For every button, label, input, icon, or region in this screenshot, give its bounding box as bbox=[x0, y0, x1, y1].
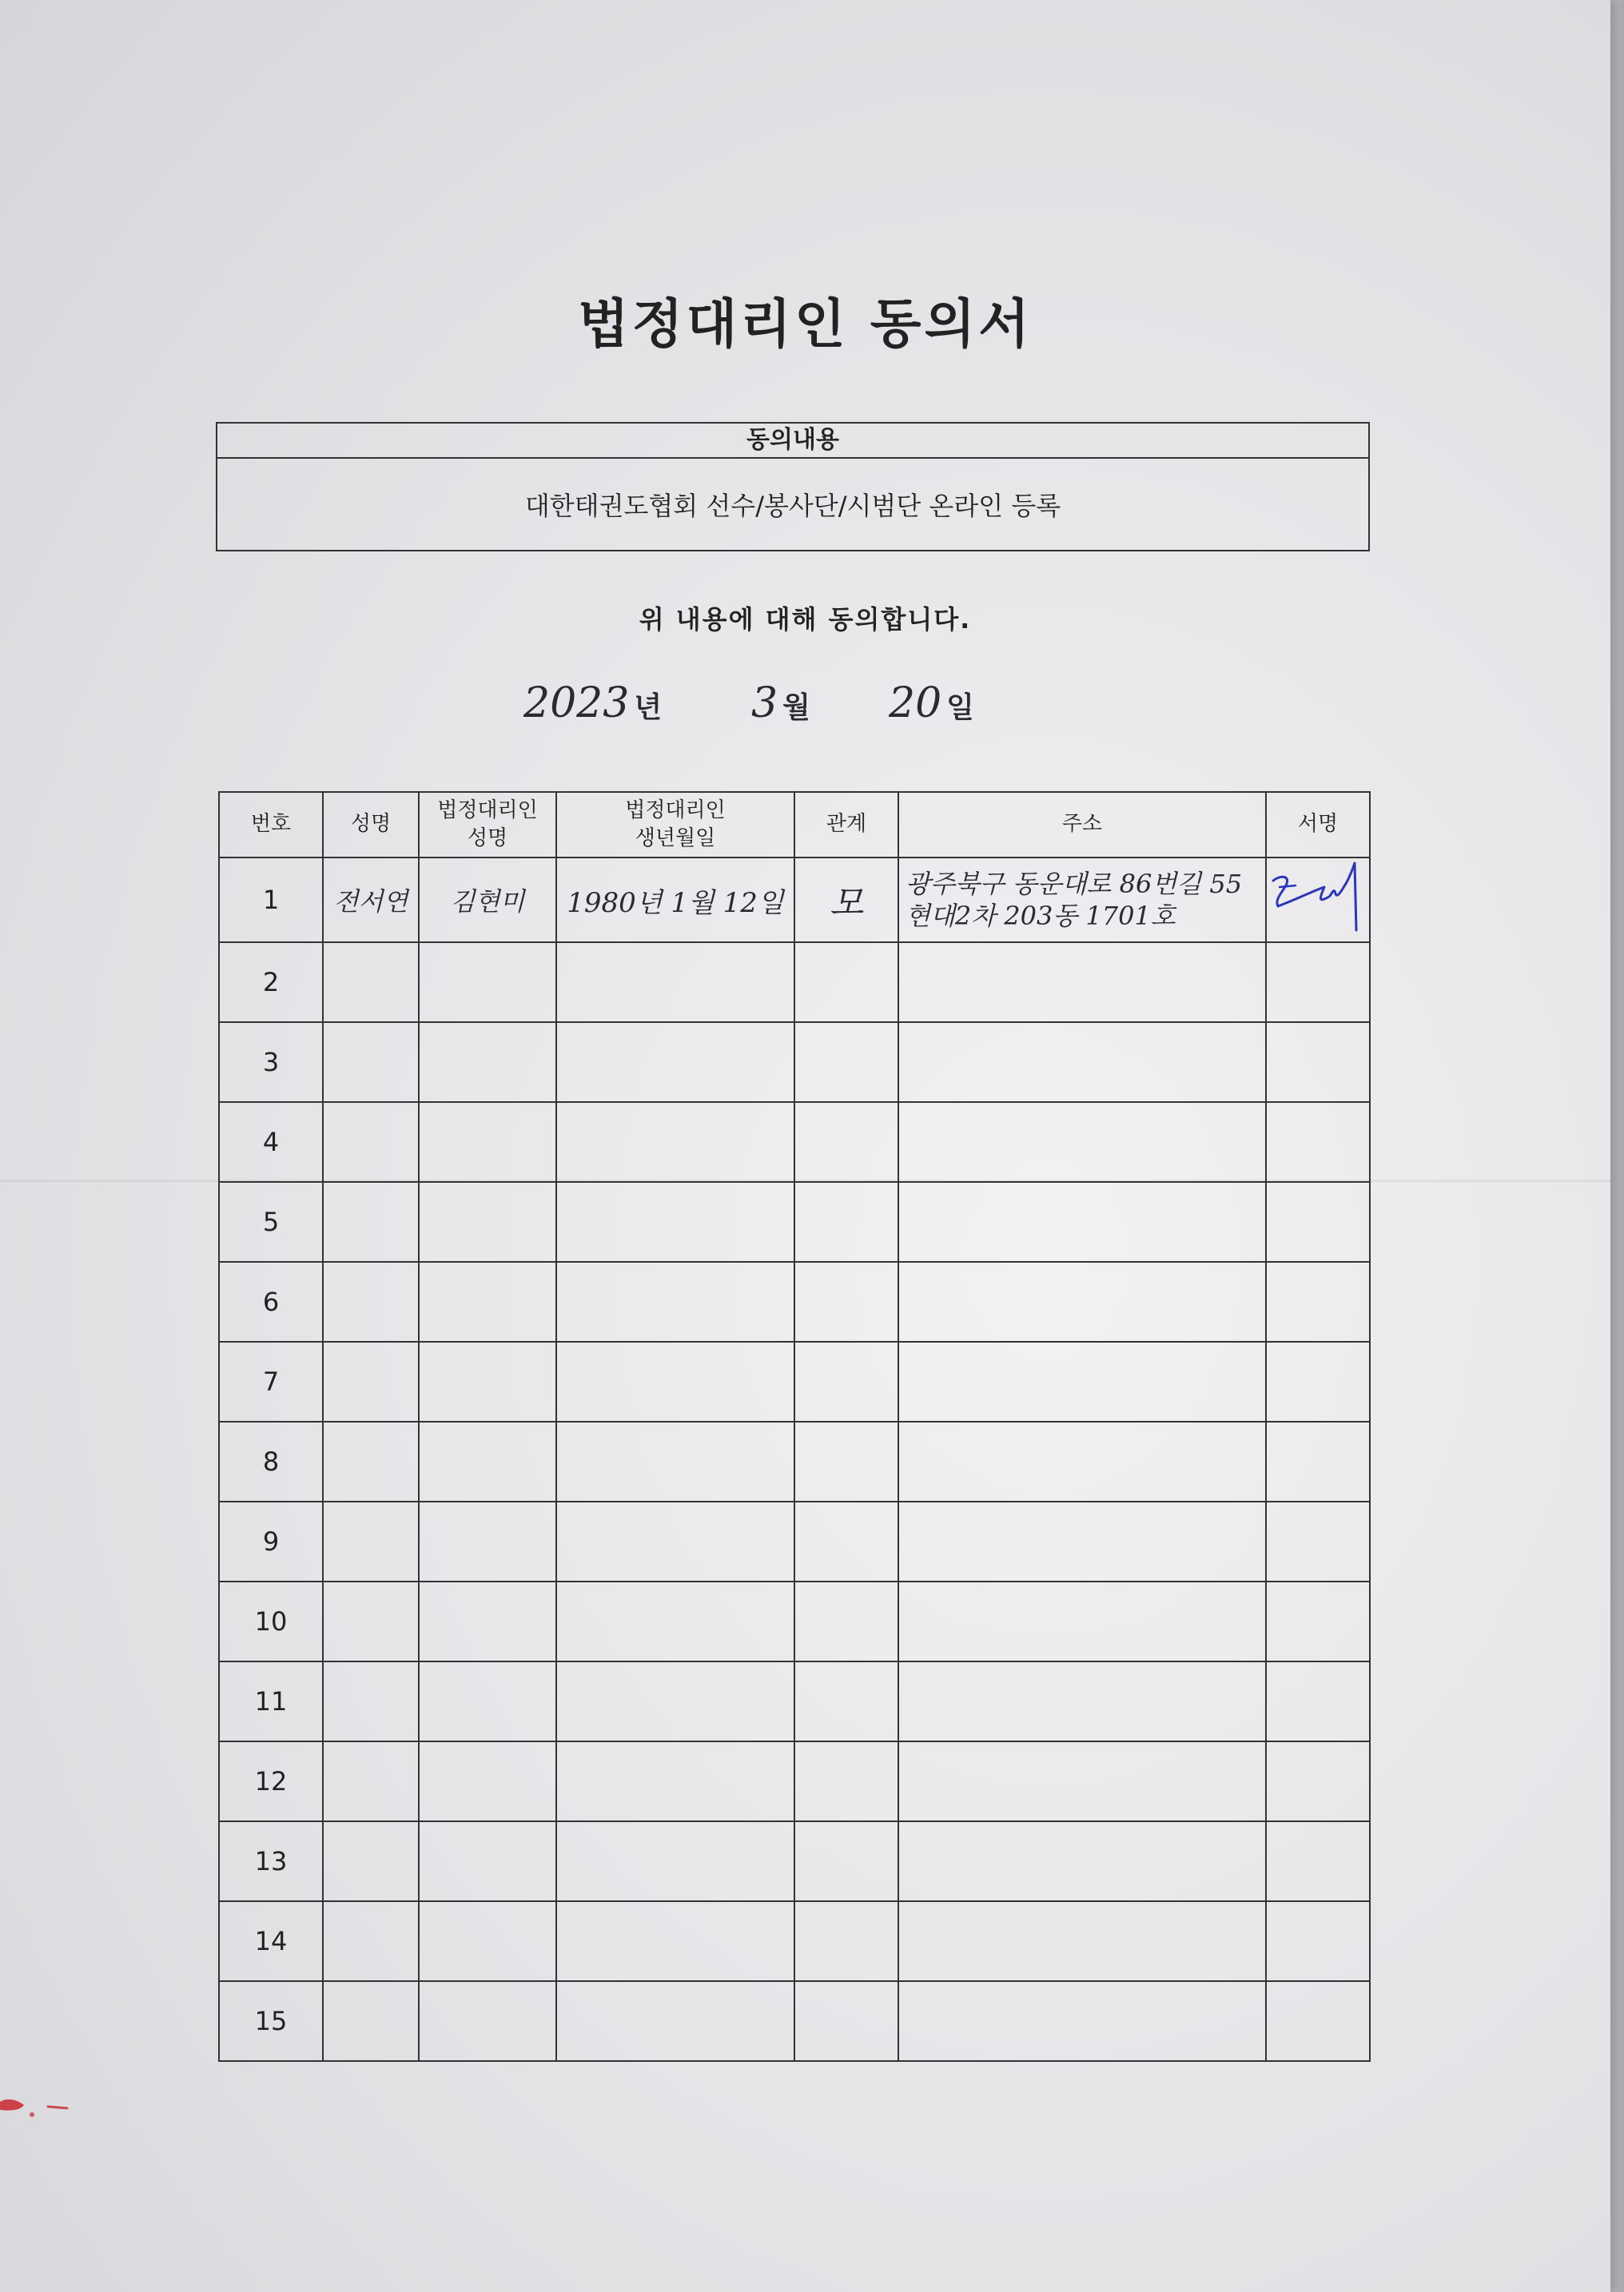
consent-content-box bbox=[216, 422, 1370, 551]
cell-number: 5 bbox=[219, 1182, 323, 1262]
table-row bbox=[219, 1422, 1370, 1502]
header-guardian-name-line2: 성명 bbox=[467, 826, 508, 850]
cell-number: 12 bbox=[219, 1741, 323, 1821]
cell-number: 15 bbox=[219, 1981, 323, 2061]
date-year-unit: 년 bbox=[634, 691, 663, 724]
agreement-statement: 위 내용에 대해 동의합니다. bbox=[639, 604, 972, 635]
cell-guardian-name: 김현미 bbox=[419, 858, 556, 942]
table-row bbox=[219, 1342, 1370, 1422]
table-row bbox=[219, 1821, 1370, 1901]
consent-content-body: 대한태권도협회 선수/봉사단/시범단 온라인 등록 bbox=[524, 491, 1061, 521]
date-month bbox=[751, 679, 810, 727]
cell-number: 9 bbox=[219, 1502, 323, 1582]
header-number: 번호 bbox=[219, 792, 323, 858]
table-row bbox=[219, 1102, 1370, 1182]
header-guardian-name bbox=[419, 792, 556, 858]
date-day-unit: 일 bbox=[946, 691, 974, 724]
header-guardian-birth bbox=[556, 792, 794, 858]
cell-number: 1 bbox=[219, 858, 323, 942]
cell-number: 14 bbox=[219, 1901, 323, 1981]
date-day-value: 20 bbox=[889, 679, 942, 727]
cell-number: 7 bbox=[219, 1342, 323, 1422]
cell-number: 8 bbox=[219, 1422, 323, 1502]
header-relation: 관계 bbox=[794, 792, 898, 858]
cell-guardian-birth: 1980년 1월 12일 bbox=[556, 858, 794, 942]
table-row bbox=[219, 1981, 1370, 2061]
table-row bbox=[219, 1661, 1370, 1741]
table-row bbox=[219, 1582, 1370, 1661]
cell-name: 전서연 bbox=[323, 858, 419, 942]
table-row bbox=[219, 1502, 1370, 1582]
table-row bbox=[219, 1901, 1370, 1981]
table-row bbox=[219, 1741, 1370, 1821]
date-year bbox=[523, 679, 662, 727]
cell-relation: 모 bbox=[794, 858, 898, 942]
cell-number: 10 bbox=[219, 1582, 323, 1661]
handwritten-signature-icon bbox=[1267, 858, 1369, 935]
cell-address bbox=[898, 858, 1266, 942]
header-signature: 서명 bbox=[1266, 792, 1370, 858]
header-name: 성명 bbox=[323, 792, 419, 858]
header-guardian-birth-line2: 생년월일 bbox=[635, 826, 716, 850]
guardian-roster-table bbox=[218, 791, 1371, 2062]
cell-signature bbox=[1266, 858, 1370, 942]
cell-number: 13 bbox=[219, 1821, 323, 1901]
cell-number: 6 bbox=[219, 1262, 323, 1342]
header-address: 주소 bbox=[898, 792, 1266, 858]
cell-number: 2 bbox=[219, 942, 323, 1022]
table-row bbox=[219, 1262, 1370, 1342]
date-year-value: 2023 bbox=[523, 679, 630, 727]
cell-number: 3 bbox=[219, 1022, 323, 1102]
document-title: 법정대리인 동의서 bbox=[577, 293, 1033, 355]
cell-number: 11 bbox=[219, 1661, 323, 1741]
header-guardian-birth-line1: 법정대리인 bbox=[625, 798, 726, 822]
table-header-row bbox=[219, 792, 1370, 858]
date-month-value: 3 bbox=[751, 679, 778, 727]
cell-address-line2: 현대2차 203동 1701호 bbox=[906, 901, 1176, 931]
consent-content-header: 동의내용 bbox=[217, 424, 1368, 459]
table-row bbox=[219, 942, 1370, 1022]
cell-address-line1: 광주북구 동운대로 86번길 55 bbox=[906, 869, 1243, 899]
table-row bbox=[219, 1022, 1370, 1102]
red-stain-mark bbox=[0, 2094, 72, 2126]
header-guardian-name-line1: 법정대리인 bbox=[437, 798, 538, 822]
cell-number: 4 bbox=[219, 1102, 323, 1182]
table-row bbox=[219, 1182, 1370, 1262]
date-month-unit: 월 bbox=[782, 691, 810, 724]
date-day bbox=[889, 679, 974, 727]
table-row bbox=[219, 858, 1370, 942]
